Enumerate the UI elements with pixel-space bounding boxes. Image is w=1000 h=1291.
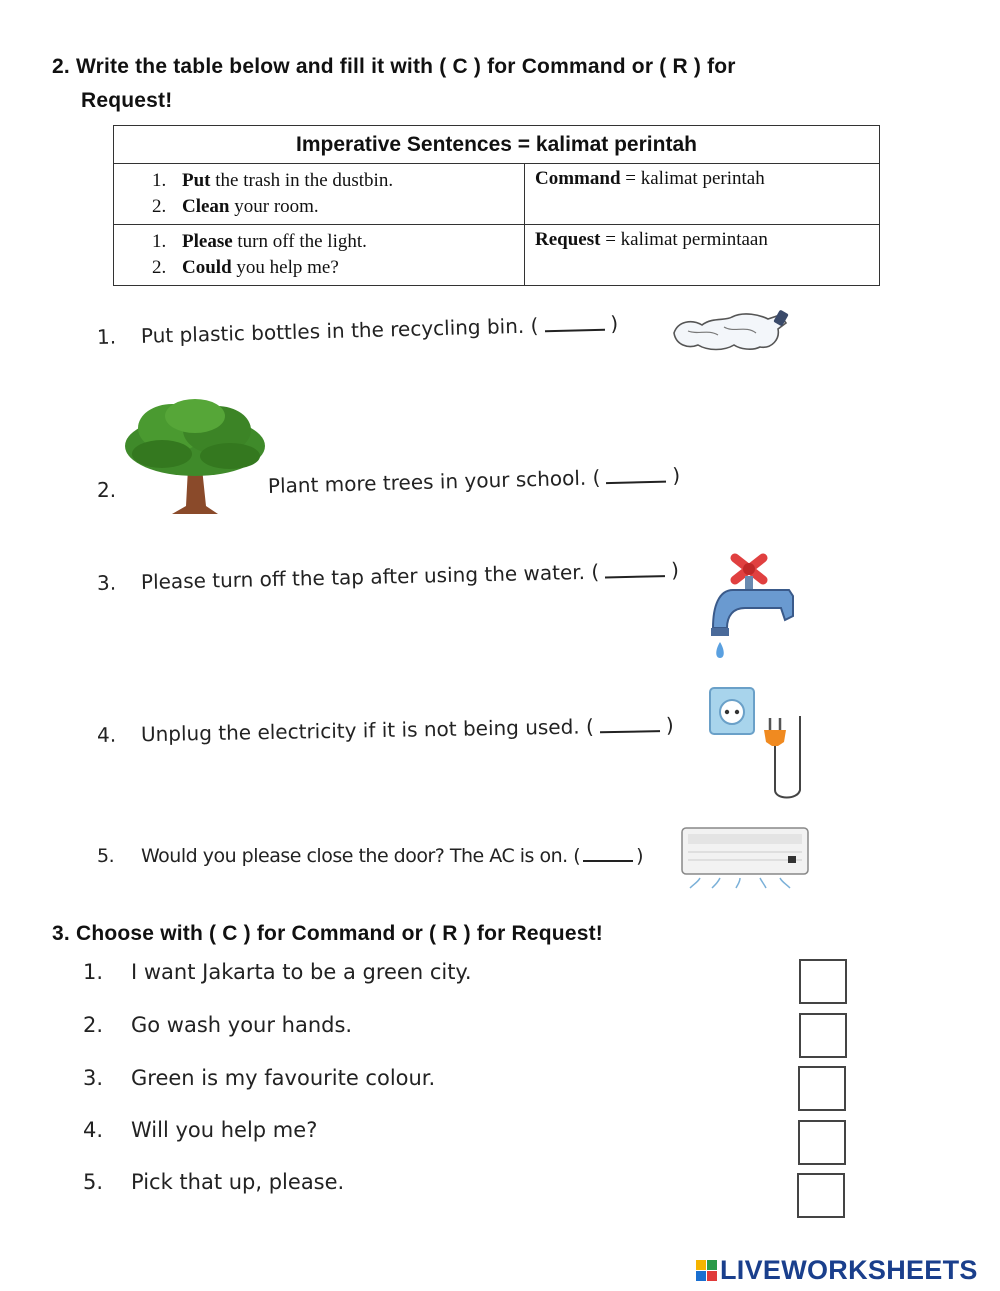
- item-text: turn off the light.: [232, 231, 367, 252]
- item-text: the trash in the dustbin.: [210, 170, 394, 191]
- item-number: 5.: [83, 1170, 104, 1194]
- exercise-item-1: [97, 311, 619, 349]
- request-examples: [114, 225, 525, 286]
- item-text: Please turn off the tap after using the water. (: [140, 559, 600, 594]
- item-number: 2.: [83, 1013, 104, 1037]
- item-number: 3.: [83, 1066, 104, 1090]
- keyword: Could: [182, 257, 232, 278]
- item-number: 2.: [97, 478, 117, 502]
- section-2-heading: [52, 50, 932, 118]
- exercise-item-4: [97, 713, 674, 747]
- tree-icon: [122, 398, 268, 518]
- air-conditioner-icon: [680, 826, 812, 890]
- item-text: Green is my favourite colour.: [131, 1066, 436, 1090]
- choose-item-2: [83, 1013, 352, 1037]
- close-paren: ): [610, 311, 619, 336]
- item-text: your room.: [229, 196, 319, 217]
- item-number: 1.: [83, 960, 104, 984]
- item-text: I want Jakarta to be a green city.: [131, 960, 472, 984]
- water-tap-icon: [705, 550, 797, 668]
- item-number: 5.: [97, 845, 115, 867]
- answer-box-4[interactable]: [798, 1120, 846, 1165]
- item-number: 4.: [83, 1118, 104, 1142]
- imperative-reference-table: [113, 125, 880, 286]
- choose-item-4: [83, 1118, 317, 1142]
- plug-socket-icon: [708, 686, 808, 804]
- item-number: 1.: [152, 231, 167, 252]
- request-type: [525, 225, 880, 286]
- choose-item-1: [83, 960, 472, 984]
- item-text: Put plastic bottles in the recycling bin. (: [140, 313, 539, 348]
- table-header: Imperative Sentences = kalimat perintah: [114, 126, 880, 164]
- item-number: 2.: [152, 257, 167, 278]
- logo-text: LIVEWORKSHEETS: [720, 1255, 978, 1285]
- item-number: 3.: [96, 570, 117, 595]
- choose-item-3: [83, 1066, 435, 1090]
- section-2-heading-line1: 2. Write the table below and fill it with ( C ) for Command or ( R ) for: [52, 55, 736, 78]
- table-row: [114, 225, 880, 286]
- item-text: Plant more trees in your school. (: [267, 465, 601, 498]
- item-text: Unplug the electricity if it is not being used. (: [140, 714, 595, 747]
- table-row: [114, 164, 880, 225]
- keyword: Clean: [182, 196, 230, 217]
- item-number: 1.: [152, 170, 167, 191]
- answer-box-2[interactable]: [799, 1013, 847, 1058]
- type-meaning: = kalimat permintaan: [600, 229, 768, 250]
- exercise-item-2-text: [268, 463, 681, 498]
- close-paren: ): [672, 463, 681, 488]
- section-2-heading-line2: Request!: [81, 89, 173, 112]
- logo-mark-icon: [696, 1260, 717, 1281]
- answer-box-3[interactable]: [798, 1066, 846, 1111]
- item-text: Would you please close the door? The AC is on. (: [141, 845, 581, 867]
- answer-box-5[interactable]: [797, 1173, 845, 1218]
- item-number: 4.: [96, 722, 117, 747]
- plastic-bottle-icon: [668, 305, 792, 357]
- item-text: Go wash your hands.: [131, 1013, 353, 1037]
- type-keyword: Request: [535, 229, 601, 250]
- close-paren: ): [636, 845, 644, 867]
- keyword: Put: [182, 170, 211, 191]
- answer-blank[interactable]: [583, 846, 633, 862]
- answer-blank[interactable]: [600, 716, 660, 733]
- item-number: 1.: [96, 324, 117, 349]
- type-meaning: = kalimat perintah: [620, 168, 765, 189]
- item-text: Pick that up, please.: [131, 1170, 345, 1194]
- exercise-item-5: [97, 845, 643, 867]
- close-paren: ): [665, 712, 674, 738]
- exercise-item-3: [97, 558, 679, 595]
- item-text: Will you help me?: [131, 1118, 318, 1142]
- answer-box-1[interactable]: [799, 959, 847, 1004]
- answer-blank[interactable]: [606, 467, 666, 485]
- type-keyword: Command: [535, 168, 621, 189]
- close-paren: ): [670, 557, 680, 582]
- keyword: Please: [182, 231, 233, 252]
- command-type: [525, 164, 880, 225]
- answer-blank[interactable]: [544, 315, 604, 333]
- item-text: you help me?: [231, 257, 339, 278]
- command-examples: [114, 164, 525, 225]
- liveworksheets-logo: [696, 1255, 978, 1286]
- answer-blank[interactable]: [605, 561, 665, 578]
- section-3-heading: 3. Choose with ( C ) for Command or ( R ) for Request!: [52, 922, 603, 945]
- choose-item-5: [83, 1170, 344, 1194]
- item-number: 2.: [152, 196, 167, 217]
